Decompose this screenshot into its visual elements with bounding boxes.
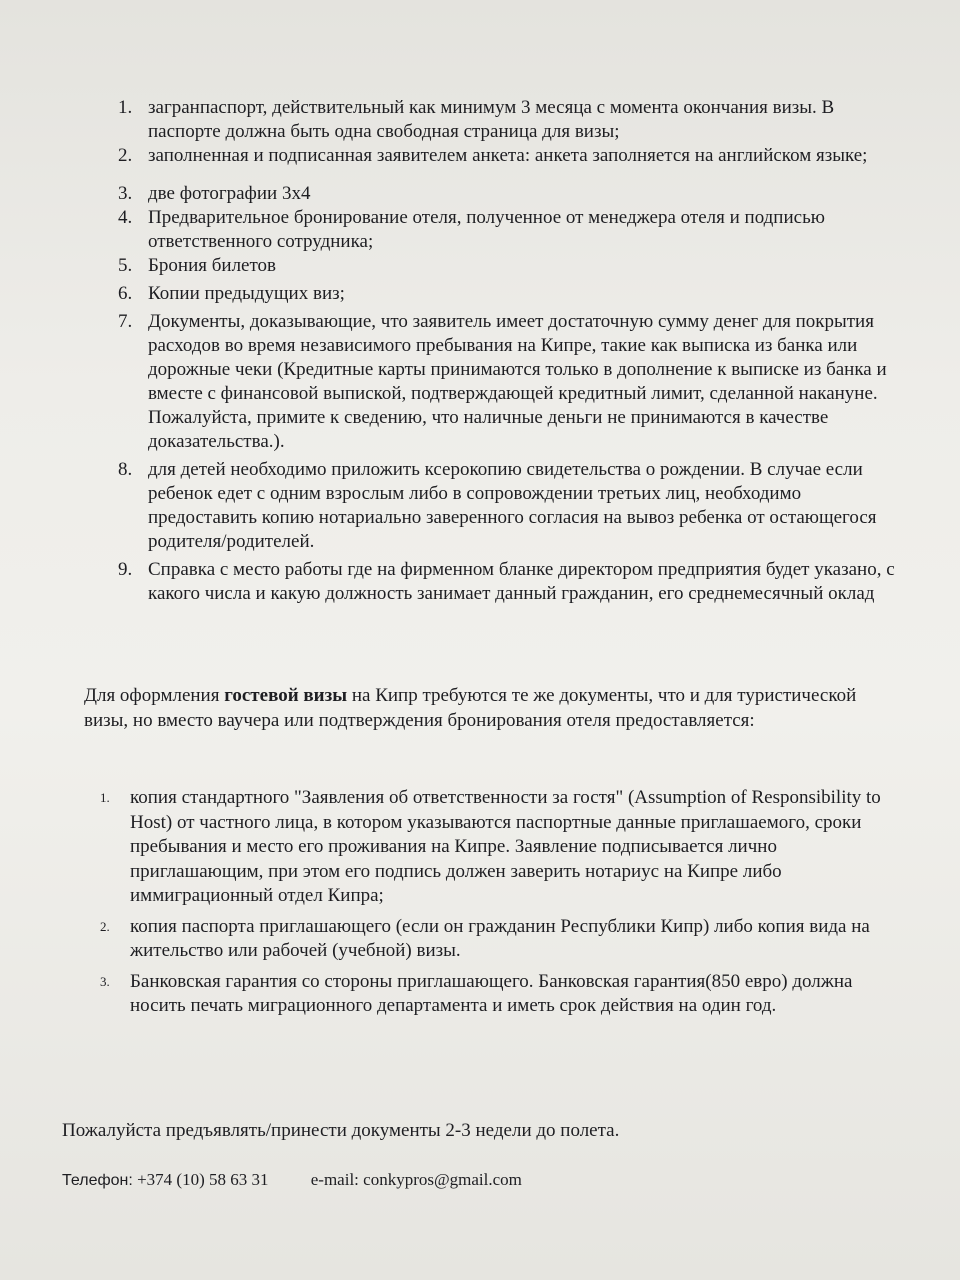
tourist-requirements-list xyxy=(118,96,908,606)
list-item xyxy=(100,970,898,1019)
item-text: для детей необходимо приложить ксерокопию свидетельства о рождении. В случае если ребенок едет с одним взрослым либо в сопровождении третьих лиц, необходимо предоставить копию нотариально заверенного согласия на вывоз ребенка от остающегося родителя/родителей. xyxy=(148,459,877,552)
item-number: 9. xyxy=(118,559,133,580)
list-item xyxy=(118,254,908,278)
item-text: Банковская гарантия со стороны приглашающего. Банковская гарантия(850 евро) должна носить печать миграционного департамента и иметь срок действия на один год. xyxy=(130,970,853,1016)
item-text: копия стандартного "Заявления об ответственности за гостя" (Assumption of Responsibility to Host) от частного лица, в котором указываются паспортные данные приглашаемого, сроки пребывания и место его проживания на Кипре. Заявление подписывается лично приглашающим, при этом его подпись должен заверить нотариус на Кипре либо иммиграционный отдел Кипра; xyxy=(130,787,881,906)
list-item xyxy=(118,282,908,306)
list-item xyxy=(100,786,898,909)
list-item xyxy=(118,206,908,254)
list-item xyxy=(118,96,908,144)
item-number: 6. xyxy=(118,283,133,304)
item-number: 2. xyxy=(100,918,110,934)
item-number: 5. xyxy=(118,255,133,276)
item-number: 1. xyxy=(118,97,133,118)
list-item xyxy=(118,558,908,606)
intro-text: Для оформления xyxy=(84,685,225,706)
item-text: Копии предыдущих виз; xyxy=(148,283,345,304)
intro-bold-text: гостевой визы xyxy=(224,685,348,706)
item-text: Брония билетов xyxy=(148,255,277,276)
email-address: conkypros@gmail.com xyxy=(363,1170,522,1189)
list-item xyxy=(118,310,908,454)
item-text: две фотографии 3х4 xyxy=(148,183,311,204)
contact-line xyxy=(62,1170,522,1190)
item-number: 1. xyxy=(100,790,110,805)
list-item xyxy=(118,182,908,206)
list-item xyxy=(118,144,908,168)
list-item xyxy=(100,915,898,964)
item-number: 4. xyxy=(118,207,133,228)
item-number: 3. xyxy=(100,973,110,989)
submission-note: Пожалуйста предъявлять/принести документы 2-3 недели до полета. xyxy=(62,1120,620,1141)
item-text: копия паспорта приглашающего (если он гражданин Республики Кипр) либо копия вида на жительство или рабочей (учебной) визы. xyxy=(130,915,870,961)
item-number: 8. xyxy=(118,459,133,480)
phone-number: +374 (10) 58 63 31 xyxy=(137,1170,269,1189)
item-text: Справка с место работы где на фирменном бланке директором предприятия будет указано, с какого числа и какую должность занимает данный гражданин, его среднемесячный оклад xyxy=(148,559,895,604)
phone-label: Телефон: xyxy=(62,1172,133,1189)
email-label: e-mail: xyxy=(310,1170,359,1189)
intro-text: на Кипр требуются те же документы, что и для туристической визы, но вместо ваучера или подтверждения бронирования отеля предоставляется: xyxy=(84,685,857,731)
guest-visa-intro xyxy=(84,683,864,733)
item-number: 2. xyxy=(118,145,133,166)
item-text: Предварительное бронирование отеля, полученное от менеджера отеля и подписью ответственного сотрудника; xyxy=(148,207,825,252)
item-text: загранпаспорт, действительный как минимум 3 месяца с момента окончания визы. В паспорте должна быть одна свободная страница для визы; xyxy=(148,97,835,142)
item-text: заполненная и подписанная заявителем анкета: анкета заполняется на английском языке; xyxy=(148,145,868,166)
item-text: Документы, доказывающие, что заявитель имеет достаточную сумму денег для покрытия расходов во время независимого пребывания на Кипре, такие как выписка из банка или дорожные чеки (Кредитные карты принимаются только в дополнение к выписке из банка и вместе с финансовой выпиской, подтверждающей кредитный лимит, сделанной накануне. Пожалуйста, примите к сведению, что наличные деньги не принимаются в качестве доказательства.). xyxy=(148,311,887,452)
list-item xyxy=(118,458,908,554)
item-number: 7. xyxy=(118,311,133,332)
guest-visa-list xyxy=(100,786,898,1025)
item-number: 3. xyxy=(118,183,133,204)
